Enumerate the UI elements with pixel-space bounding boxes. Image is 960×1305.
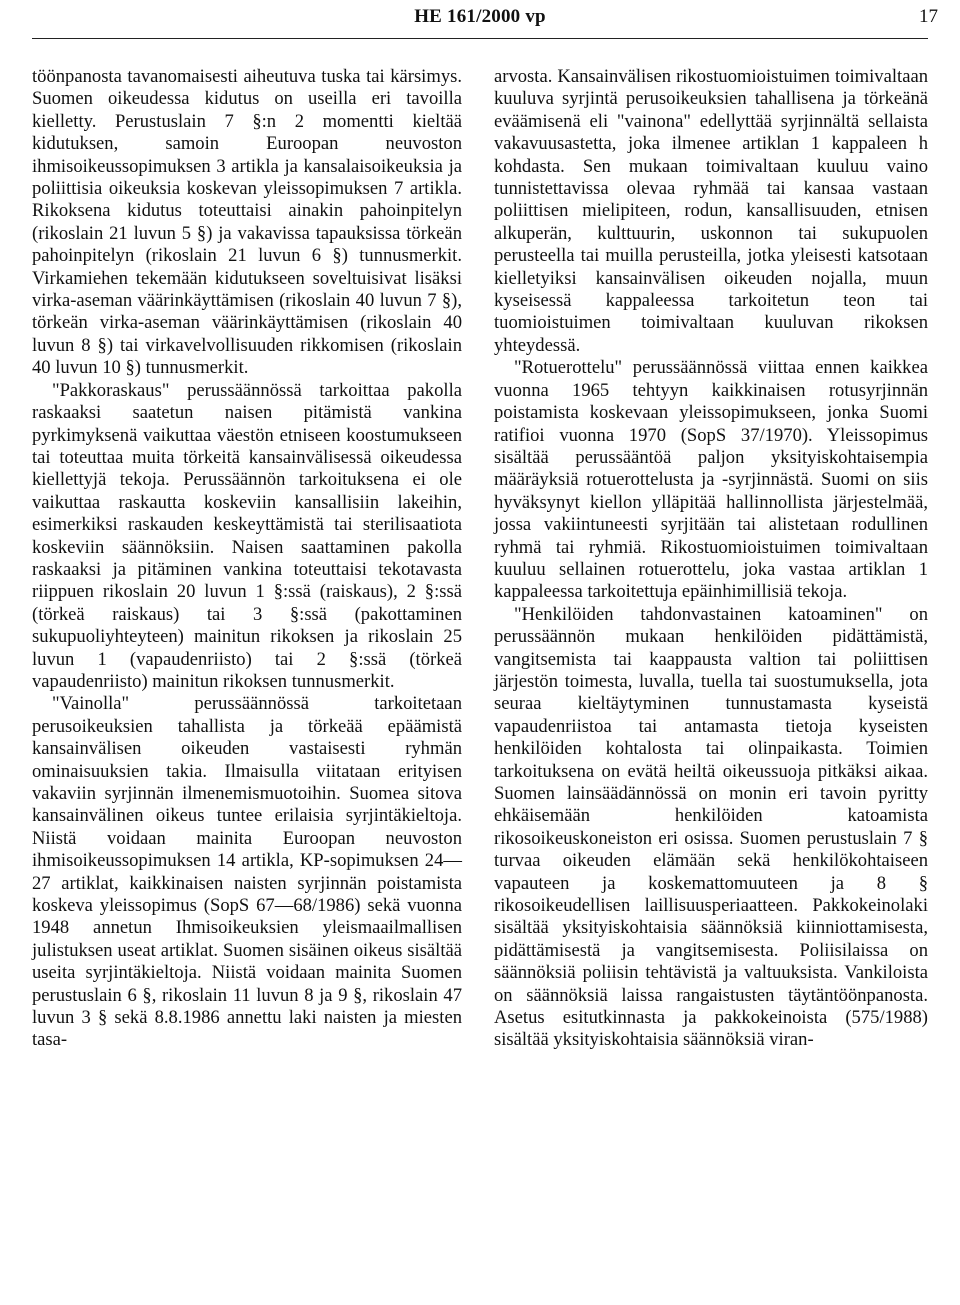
paragraph: "Rotuerottelu" perussäännössä viittaa ennen kaikkea vuonna 1965 tehtyyn kaikkinaisen rotusyrjinnän poistamista koskevaan yleissopimukseen, jonka Suomi ratifioi vuonna 1970 (SopS 37/1970). Yleissopimus sisältää perussääntöä paljon yksityiskohtaisempia määräyksiä rotuerottelusta ja -syrjinnästä. Suomi on siis hyväksynyt kiellon ylläpitää hallinnollista järjestelmää, jossa vakiintuneesti syrjitään tai alistetaan rodullinen ryhmä tai ryhmiä. Rikostuomioistuimen toimivaltaan kuuluu sellainen rotuerottelu, joka vastaa artiklan 1 kappaleessa tarkoitettuja epäinhimillisiä tekoja. [494,357,928,603]
paragraph: "Pakkoraskaus" perussäännössä tarkoittaa pakolla raskaaksi saatetun naisen pitämistä vankina pyrkimyksenä vaikuttaa väestön etniseen koostumukseen tai toteuttaa muita törkeitä kansainvälisessä oikeudessa kiellettyjä tekoja. Perussäännön tarkoituksena ei ole vaikuttaa raskautta koskeviin kansallisiin lakeihin, esimerkiksi raskauden keskeyttämistä tai sterilisaatiota koskeviin säännöksiin. Naisen saattaminen pakolla raskaaksi ja pitäminen vankina toteuttaisi tekotavasta riippuen rikoslain 20 luvun 1 §:ssä (raiskaus), 2 §:ssä (törkeä raiskaus) tai 3 §:ssä (pakottaminen sukupuoliyhteyteen) mainitun rikoksen ja rikoslain 25 luvun 1 (vapaudenriisto) tai 2 §:ssä (törkeä vapaudenriisto) mainitun rikoksen tunnusmerkit. [32,379,462,692]
paragraph: töönpanosta tavanomaisesti aiheutuva tuska tai kärsimys. Suomen oikeudessa kidutus on useilla eri tavoilla kielletty. Perustuslain 7 §:n 2 momentti kieltää kidutuksen, samoin Euroopan neuvoston ihmisoikeussopimuksen 3 artikla ja kansalaisoikeuksia ja poliittisia oikeuksia koskevan yleissopimuksen 7 artikla. Rikoksena kidutus toteuttaisi ainakin pahoinpitelyn (rikoslain 21 luvun 5 §) ja vakavissa tapauksissa törkeän pahoinpitelyn (rikoslain 21 luvun 6 §) tunnusmerkit. Virkamiehen tekemään kidutukseen soveltuisivat lisäksi virka-aseman väärinkäyttämisen (rikoslain 40 luvun 7 §), törkeän virka-aseman väärinkäyttämisen (rikoslain 40 luvun 8 §) tai virkavelvollisuuden rikkomisen (rikoslain 40 luvun 10 §) tunnusmerkit. [32,66,462,379]
page-header [0,0,960,40]
header-rule [32,38,928,39]
paragraph: "Henkilöiden tahdonvastainen katoaminen" on perussäännön mukaan henkilöiden pidättämistä, vangitsemista tai kaappausta valtion tai poliittisen järjestön toimesta, luvalla, tuella tai suostumuksella, jota seuraa kieltäytyminen tunnustamasta kyseistä vapaudenriistoa tai antamasta tietoja kyseisten henkilöiden kohtalosta tai olinpaikasta. Toimien tarkoituksena on evätä heiltä oikeussuoja pitkäksi aikaa. Suomen lainsäädännössä on monin eri tavoin pyritty ehkäisemään henkilöiden katoamista rikosoikeuskoneiston eri osissa. Suomen perustuslain 7 § turvaa oikeuden elämään sekä henkilökohtaiseen vapauteen ja koskemattomuuteen ja 8 § rikosoikeudellisen laillisuusperiaatteen. Pakkokeinolaki sisältää yksityiskohtaisia säännöksiä kiinniottamisesta, pidättämisestä ja vangitsemisesta. Poliisilaissa on säännöksiä poliisin tehtävistä ja valtuuksista. Vankiloista on säännöksiä laissa rangaistusten täytäntöönpanosta. Asetus esitutkinnasta ja pakkokeinoista (575/1988) sisältää yksityiskohtaisia säännöksiä viran- [494,603,928,1051]
right-column [494,66,928,1052]
left-column [32,66,462,1052]
paragraph: "Vainolla" perussäännössä tarkoitetaan perusoikeuksien tahallista ja törkeää epäämistä kansainvälisen oikeuden vastaisesti ryhmän ominaisuuksien takia. Ilmaisulla viitataan erityisen vakaviin syrjinnän ilmenemismuotoihin. Suomea sitova kansainvälinen oikeus tuntee erilaisia syrjintäkieltoja. Niistä voidaan mainita Euroopan neuvoston ihmisoikeussopimuksen 14 artikla, KP-sopimuksen 24—27 artiklat, kaikkinaisen naisten syrjinnän poistamista koskeva yleissopimus (SopS 67—68/1986) sekä vuonna 1948 annetun Ihmisoikeuksien yleismaailmallisen julistuksen useat artiklat. Suomen sisäinen oikeus sisältää useita syrjintäkieltoja. Niistä voidaan mainita Suomen perustuslain 6 §, rikoslain 11 luvun 8 ja 9 §, rikoslain 47 luvun 3 § sekä 8.8.1986 annettu laki naisten ja miesten tasa- [32,693,462,1051]
paragraph: arvosta. Kansainvälisen rikostuomioistuimen toimivaltaan kuuluva syrjintä perusoikeuksien tahallisena ja törkeänä eväämisenä eli "vainona" edellyttää syrjinnältä sellaista vakavuusastetta, joka ilmenee artiklan 1 kappaleen h kohdasta. Sen mukaan toimivaltaan kuuluu vaino tunnistettavissa olevaa ryhmää tai kansaa vastaan poliittisen mielipiteen, rodun, kansallisuuden, etnisen alkuperän, kulttuurin, uskonnon tai sukupuolen perusteella tai muilla perusteilla, jotka yleisesti katsotaan kielletyiksi kansainvälisen oikeuden nojalla, muun kyseisessä kappaleessa tarkoitetun teon tai tuomioistuimen toimivaltaan kuuluvan rikoksen yhteydessä. [494,66,928,356]
page-number: 17 [919,6,938,27]
document-id: HE 161/2000 vp [414,6,546,27]
